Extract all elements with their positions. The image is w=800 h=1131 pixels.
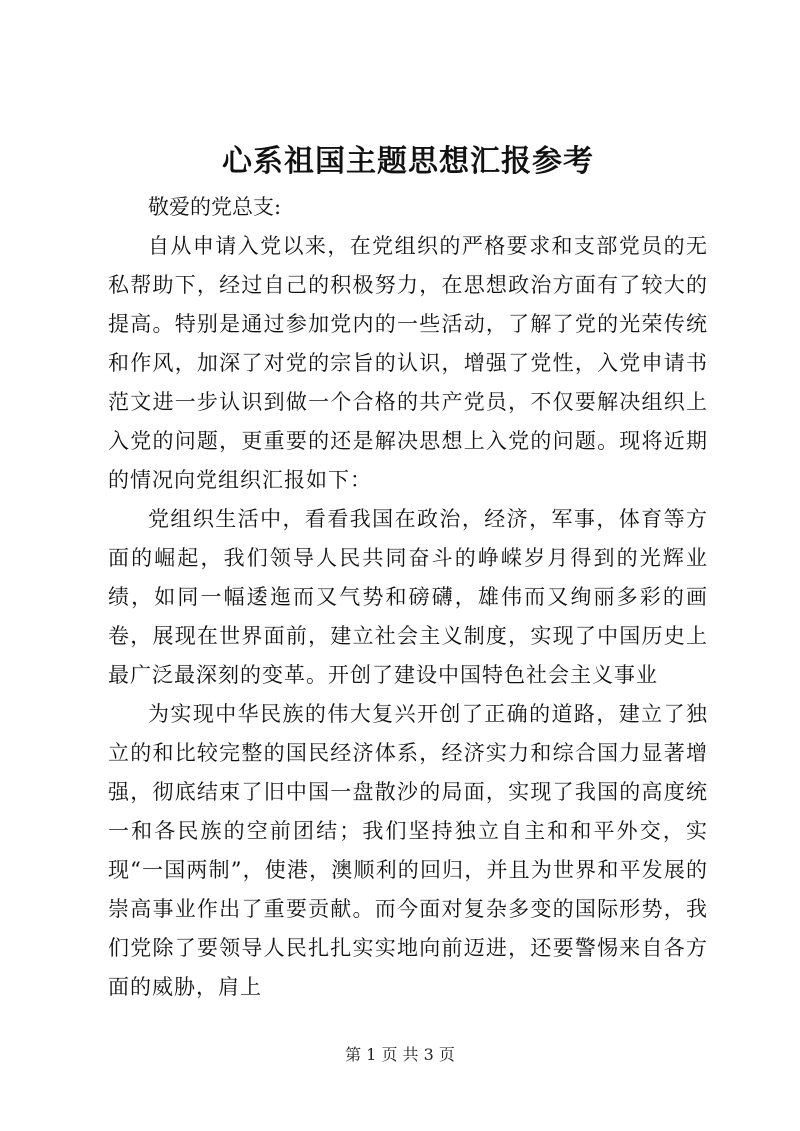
page-footer: 第 1 页 共 3 页 — [345, 1045, 455, 1064]
paragraph-3: 为实现中华民族的伟大复兴开创了正确的道路，建立了独立的和比较完整的国民经济体系，经济实力和综合国力显著增强，彻底结束了旧中国一盘散沙的局面，实现了我国的高度统一和各民族的空前团结；我们坚持独立自主和和平外交，实现“一国两制”，使港，澳顺利的回归，并且为世界和平发展的崇高事业作出了重要贡献。而今面对复杂多变的国际形势，我们党除了要领导人民扎扎实实地向前迈进，还要警惕来自各方面的威胁，肩上 — [108, 702, 708, 999]
document-title: 心系祖国主题思想汇报参考 — [222, 144, 594, 179]
paragraph-2: 党组织生活中，看看我国在政治，经济，军事，体育等方面的崛起，我们领导人民共同奋斗的峥嵘岁月得到的光辉业绩，如同一幅逶迤而又气势和磅礴，雄伟而又绚丽多彩的画卷，展现在世界面前，建立社会主义制度，实现了中国历史上最广泛最深刻的变革。开创了建设中国特色社会主义事业 — [108, 507, 708, 687]
paragraph-1: 自从申请入党以来，在党组织的严格要求和支部党员的无私帮助下，经过自己的积极努力，在思想政治方面有了较大的提高。特别是通过参加党内的一些活动，了解了党的光荣传统和作风，加深了对党的宗旨的认识，增强了党性，入党申请书范文进一步认识到做一个合格的共产党员，不仅要解决组织上入党的问题，更重要的还是解决思想上入党的问题。现将近期的情况向党组织汇报如下： — [108, 234, 708, 492]
salutation: 敬爱的党总支: — [148, 195, 282, 219]
